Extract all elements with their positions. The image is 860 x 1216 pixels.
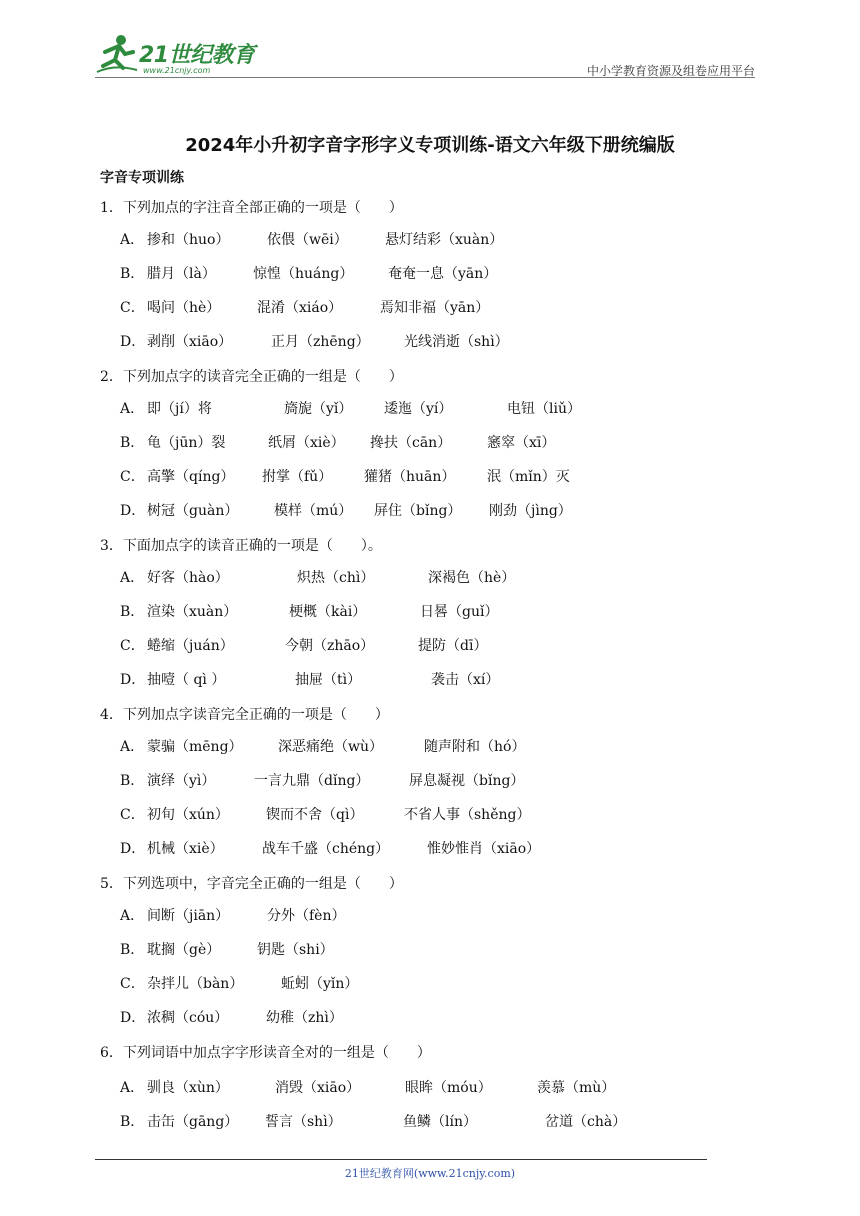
runner-logo-icon [95, 32, 139, 76]
option-item: 惊惶（huáng） [253, 266, 354, 282]
option-item: 悬灯结彩（xuàn） [385, 232, 504, 248]
option-label: D． [120, 672, 146, 688]
option-label: B． [120, 1114, 145, 1130]
option-item: 抽噎（ qì ） [147, 672, 226, 688]
option-item: 奄奄一息（yān） [388, 266, 498, 282]
question-1-stem: 1．下列加点的字注音全部正确的一项是（ ） [100, 200, 403, 216]
option-item: 依偎（wēi） [267, 232, 348, 248]
option-item: 屏息凝视（bǐng） [409, 773, 525, 789]
option-item: 泯（mǐn）灭 [487, 469, 570, 485]
option-item: 机械（xiè） [147, 841, 224, 857]
question-4-stem: 4．下列加点字读音完全正确的一项是（ ） [100, 707, 389, 723]
option-label: D． [120, 841, 146, 857]
option-label: A． [120, 232, 145, 248]
option-item: 混淆（xiáo） [257, 300, 343, 316]
option-item: 深褐色（hè） [428, 570, 516, 586]
option-item: 即（jí）将 [147, 401, 212, 417]
option-item: 幼稚（zhì） [266, 1010, 343, 1026]
option-label: B． [120, 435, 145, 451]
option-item: 好客（hào） [147, 570, 229, 586]
question-5-stem: 5．下列选项中，字音完全正确的一组是（ ） [100, 876, 403, 892]
option-item: 钥匙（shi） [257, 942, 334, 958]
question-2-stem: 2．下列加点字的读音完全正确的一组是（ ） [100, 369, 403, 385]
option-item: 羡慕（mù） [537, 1080, 616, 1096]
option-item: 战车千盛（chéng） [262, 841, 390, 857]
option-label: C． [120, 638, 145, 654]
option-item: 窸窣（xī） [487, 435, 556, 451]
option-item: 间断（jiān） [147, 908, 230, 924]
option-item: 一言九鼎（dǐng） [254, 773, 370, 789]
option-label: D． [120, 334, 146, 350]
option-item: 剥削（xiāo） [147, 334, 233, 350]
option-item: 提防（dī） [418, 638, 488, 654]
option-item: 拊掌（fǔ） [262, 469, 333, 485]
page-footer[interactable]: 21世纪教育网(www.21cnjy.com) [344, 1167, 516, 1180]
option-item: 掺和（huo） [147, 232, 230, 248]
option-item: 锲而不舍（qì） [266, 807, 364, 823]
option-label: D． [120, 1010, 146, 1026]
option-item: 鱼鳞（lín） [403, 1114, 477, 1130]
option-item: 正月（zhēng） [271, 334, 370, 350]
option-item: 初旬（xún） [147, 807, 229, 823]
option-item: 电钮（liǔ） [507, 401, 581, 417]
question-3-stem: 3．下面加点字的读音正确的一项是（ ）。 [100, 538, 382, 554]
option-item: 蚯蚓（yǐn） [281, 976, 359, 992]
header-divider [95, 77, 755, 78]
option-label: A． [120, 739, 145, 755]
page-header [95, 30, 755, 80]
option-item: 击缶（gāng） [147, 1114, 239, 1130]
option-item: 炽热（chì） [297, 570, 375, 586]
option-item: 深恶痛绝（wù） [278, 739, 383, 755]
option-label: A． [120, 1080, 145, 1096]
option-item: 光线消逝（shì） [404, 334, 509, 350]
option-item: 今朝（zhāo） [285, 638, 375, 654]
option-item: 杂拌儿（bàn） [147, 976, 244, 992]
option-item: 随声附和（hó） [424, 739, 526, 755]
option-label: B． [120, 266, 145, 282]
option-item: 梗概（kài） [289, 604, 367, 620]
option-item: 誓言（shì） [265, 1114, 342, 1130]
footer-divider [95, 1159, 707, 1160]
option-item: 焉知非福（yān） [380, 300, 490, 316]
option-item: 腊月（là） [147, 266, 216, 282]
option-item: 屏住（bǐng） [374, 503, 462, 519]
option-item: 渲染（xuàn） [147, 604, 238, 620]
option-item: 搀扶（cān） [370, 435, 452, 451]
option-item: 消毁（xiāo） [275, 1080, 361, 1096]
option-item: 岔道（chà） [545, 1114, 627, 1130]
option-item: 蜷缩（juán） [147, 638, 234, 654]
option-item: 喝问（hè） [147, 300, 221, 316]
option-label: D． [120, 503, 146, 519]
page-title: 2024年小升初字音字形字义专项训练-语文六年级下册统编版 [185, 135, 675, 156]
option-item: 高擎（qíng） [147, 469, 235, 485]
option-label: A． [120, 908, 145, 924]
option-label: A． [120, 401, 145, 417]
option-item: 驯良（xùn） [147, 1080, 229, 1096]
option-item: 不省人事（shěng） [404, 807, 531, 823]
option-item: 惟妙惟肖（xiāo） [427, 841, 541, 857]
option-item: 演绎（yì） [147, 773, 216, 789]
option-label: B． [120, 942, 145, 958]
option-item: 蒙骗（mēng） [147, 739, 243, 755]
option-item: 旖旎（yǐ） [284, 401, 353, 417]
logo-url: www.21cnjy.com [143, 66, 211, 75]
option-item: 龟（jūn）裂 [147, 435, 226, 451]
option-label: C． [120, 976, 145, 992]
section-heading: 字音专项训练 [100, 170, 184, 186]
option-label: B． [120, 773, 145, 789]
platform-name: 中小学教育资源及组卷应用平台 [586, 64, 755, 78]
option-item: 袭击（xí） [431, 672, 500, 688]
site-logo [95, 30, 295, 78]
option-item: 耽搁（gè） [147, 942, 221, 958]
option-item: 树冠（guàn） [147, 503, 239, 519]
logo-text: 21世纪教育 [139, 43, 255, 68]
option-item: 模样（mú） [274, 503, 353, 519]
option-label: B． [120, 604, 145, 620]
option-item: 眼眸（móu） [405, 1080, 492, 1096]
option-label: C． [120, 469, 145, 485]
question-6-stem: 6．下列词语中加点字字形读音全对的一组是（ ） [100, 1045, 431, 1061]
option-label: C． [120, 807, 145, 823]
option-item: 分外（fèn） [267, 908, 346, 924]
option-item: 逶迤（yí） [384, 401, 453, 417]
option-item: 纸屑（xiè） [268, 435, 345, 451]
option-item: 抽屉（tì） [295, 672, 362, 688]
option-item: 日晷（guǐ） [420, 604, 499, 620]
option-label: C． [120, 300, 145, 316]
option-label: A． [120, 570, 145, 586]
option-item: 刚劲（jìng） [489, 503, 572, 519]
option-item: 浓稠（cóu） [147, 1010, 229, 1026]
option-item: 獾猪（huān） [364, 469, 456, 485]
